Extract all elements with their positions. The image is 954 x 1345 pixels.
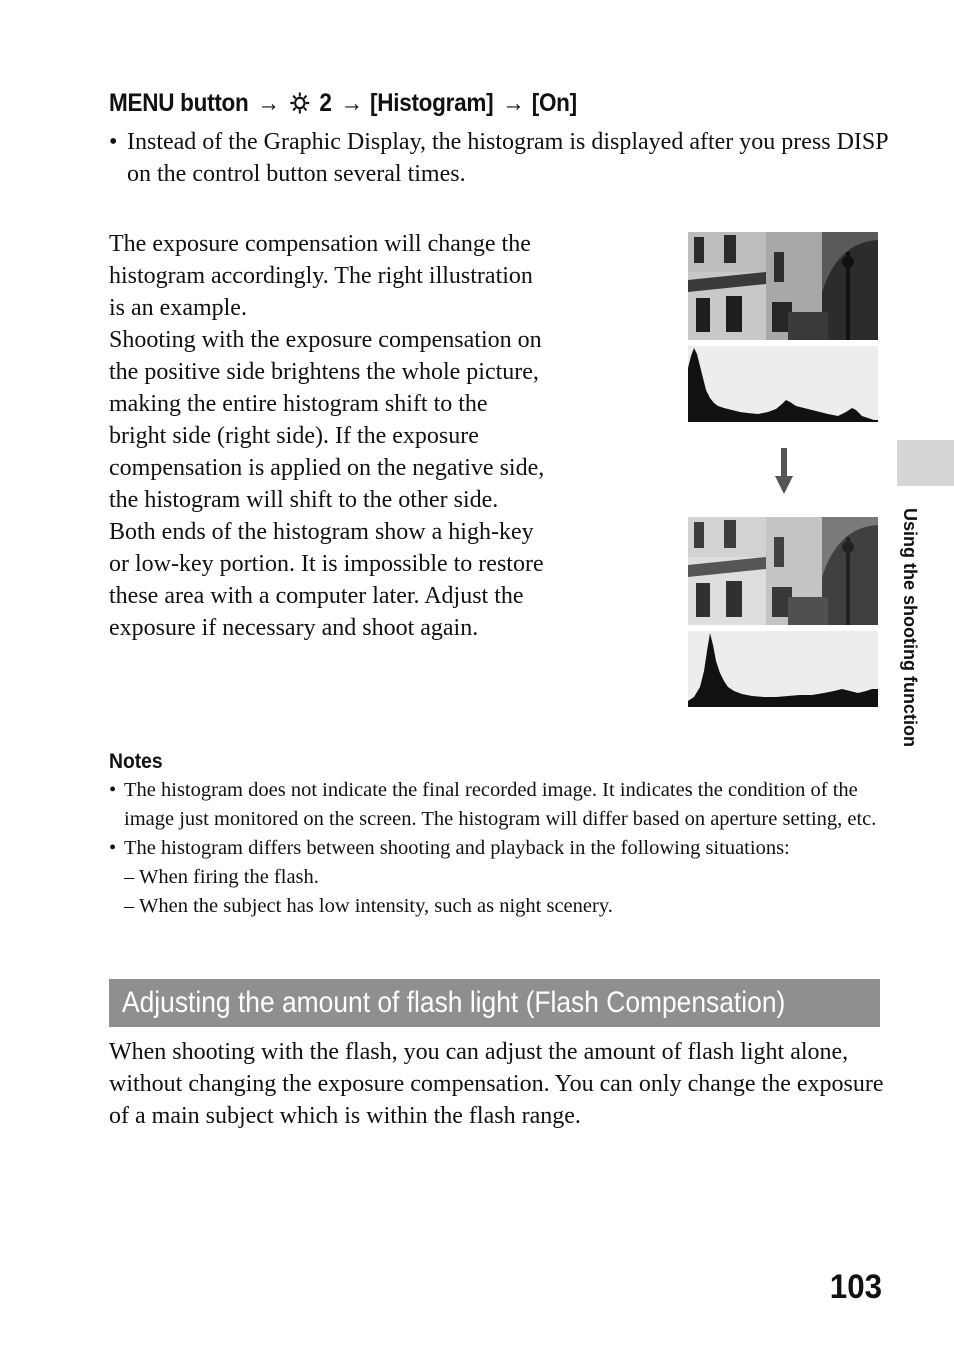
bullet-dot: • [109,779,117,801]
intro-bullet-text: Instead of the Graphic Display, the histogram is displayed after you press DISP on the control button several times. [127,129,888,187]
chapter-tab-label: Using the shooting function [900,508,920,747]
histogram-after [688,631,878,707]
gear-icon [289,91,311,115]
menu-value-on: [On] [531,88,577,117]
arrow-icon: → [340,88,363,117]
bullet-dot: • [109,129,118,155]
intro-bullet [109,126,889,190]
section-body: When shooting with the flash, you can adjust the amount of flash light alone, without changing the exposure compensation. You can only change the exposure of a main subject which is within the flash range. [109,1039,884,1129]
note-text: The histogram does not indicate the final recorded image. It indicates the condition of the image just monitored on the screen. The histogram will differ based on aperture setting, etc. [124,779,877,830]
body-text [109,228,549,644]
menu-item-histogram: [Histogram] [370,88,494,117]
example-photo-before [688,232,878,340]
note-text: The histogram differs between shooting and playback in the following situations: [124,837,790,859]
note-item [109,834,879,863]
bullet-dot: • [109,837,117,859]
note-item [109,776,879,834]
arrow-icon: → [257,88,280,117]
arrow-icon: → [502,88,525,117]
notes-list [109,776,879,921]
body-paragraph: Shooting with the exposure compensation on the positive side brightens the whole picture, making the entire histogram shift to the bright side (right side). If the exposure compensation is applied on the negative side, the histogram will shift to the other side. [109,327,545,513]
section-title: Adjusting the amount of flash light (Flash Compensation) [122,986,786,1019]
body-paragraph: The exposure compensation will change the histogram accordingly. The right illustration is an example. [109,231,533,321]
menu-path [109,86,577,120]
page-number: 103 [829,1268,882,1306]
menu-page-number: 2 [319,88,332,117]
chapter-tab [897,440,954,486]
section-heading-bar [109,979,880,1027]
notes-title: Notes [109,750,163,773]
menu-button-label: MENU button [109,88,249,117]
note-sub-item: – When the subject has low intensity, such as night scenery. [124,895,613,917]
note-sub-item: – When firing the flash. [124,866,319,888]
histogram-before [688,346,878,422]
body-paragraph: Both ends of the histogram show a high-key or low-key portion. It is impossible to restore these area with a computer later. Adjust the exposure if necessary and shoot again. [109,519,544,641]
example-photo-after [688,517,878,625]
down-arrow-icon [775,448,793,494]
